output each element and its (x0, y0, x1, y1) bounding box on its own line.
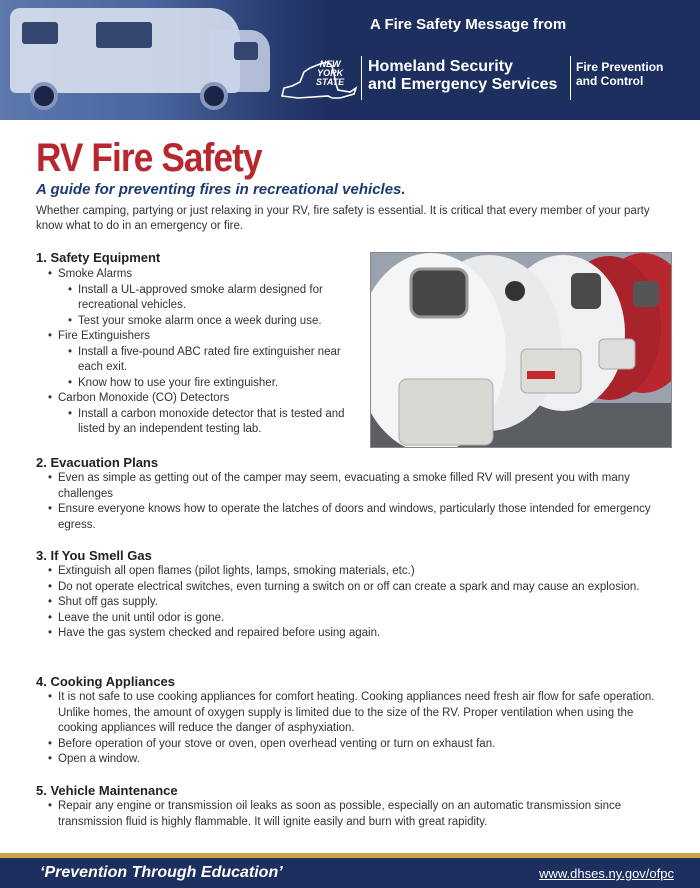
section-list (36, 799, 678, 830)
section-list (36, 564, 656, 642)
section-heading: 1. Safety Equipment (36, 250, 161, 265)
list-item: • Have the gas system checked and repaired before using again. (36, 626, 656, 642)
section-heading: 4. Cooking Appliances (36, 674, 175, 689)
page-subtitle: A guide for preventing fires in recreational vehicles. (36, 181, 406, 198)
section-list (36, 471, 678, 533)
list-item: • Repair any engine or transmission oil leaks as soon as possible, especially on an automatic transmission since transmission fluid is highly flammable. It will ignite easily and burn with great rapidity. (36, 799, 678, 830)
list-item: • Install a carbon monoxide detector that is tested and listed by an independent testing lab. (36, 407, 366, 438)
office-name: Fire Prevention and Control (576, 60, 664, 88)
header-banner (0, 0, 700, 120)
header-divider (361, 56, 362, 100)
section-heading: 2. Evacuation Plans (36, 455, 159, 470)
section-list (36, 690, 672, 768)
list-item: • Shut off gas supply. (36, 595, 656, 611)
list-item: • Install a UL-approved smoke alarm designed for recreational vehicles. (36, 283, 366, 314)
list-item: • Install a five-pound ABC rated fire extinguisher near each exit. (36, 345, 366, 376)
intro-paragraph: Whether camping, partying or just relaxing in your RV, fire safety is essential. It is critical that every member of your party know what to do in an emergency or fire. (36, 205, 650, 232)
list-item: • Before operation of your stove or oven, open overhead venting or turn on exhaust fan. (36, 737, 672, 753)
ny-state-wordmark: NEW YORK STATE (316, 59, 345, 87)
header-divider (570, 56, 571, 100)
list-item: • Test your smoke alarm once a week during use. (36, 314, 366, 330)
list-item: • It is not safe to use cooking appliances for comfort heating. Cooking appliances need fresh air flow for safe operation. Unlike homes, the amount of oxygen supply is limited due to the size of the RV. Proper ventilation when using the cooking appliances will reduce the danger of asphyxiation. (36, 690, 672, 737)
list-item: • Extinguish all open flames (pilot lights, lamps, smoking materials, etc.) (36, 564, 656, 580)
section-list (36, 267, 366, 438)
teardrop-trailers-photo (370, 252, 672, 448)
list-item: • Fire Extinguishers (36, 329, 366, 345)
website-link[interactable]: www.dhses.ny.gov/ofpc (539, 866, 674, 881)
list-item: • Know how to use your fire extinguisher. (36, 376, 366, 392)
section-heading: 5. Vehicle Maintenance (36, 783, 178, 798)
agency-name: Homeland Security and Emergency Services (368, 58, 558, 93)
section-heading: 3. If You Smell Gas (36, 548, 152, 563)
list-item: • Leave the unit until odor is gone. (36, 611, 656, 627)
list-item: • Ensure everyone knows how to operate the latches of doors and windows, particularly those intended for emergency egress. (36, 502, 678, 533)
header-message: A Fire Safety Message from (370, 16, 567, 33)
page-title: RV Fire Safety (36, 136, 262, 180)
footer-slogan: ‘Prevention Through Education’ (40, 864, 283, 881)
footer-bar (0, 858, 700, 888)
list-item: • Carbon Monoxide (CO) Detectors (36, 391, 366, 407)
list-item: • Smoke Alarms (36, 267, 366, 283)
list-item: • Open a window. (36, 752, 672, 768)
list-item: • Even as simple as getting out of the camper may seem, evacuating a smoke filled RV will present you with many challenges (36, 471, 678, 502)
list-item: • Do not operate electrical switches, even turning a switch on or off can create a spark and may cause an explosion. (36, 580, 656, 596)
